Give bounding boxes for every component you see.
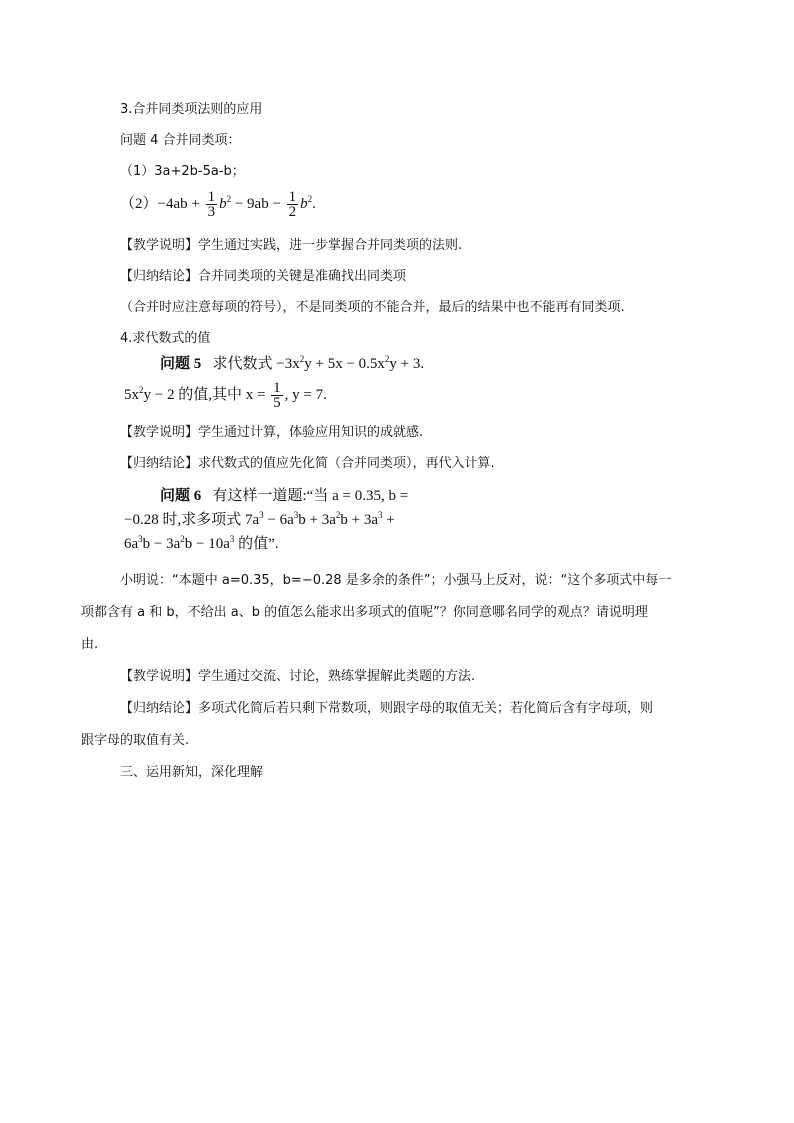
exponent: 3 xyxy=(259,510,264,520)
exponent: 2 xyxy=(384,354,390,364)
summary-2: 【归纳结论】求代数式的值应先化简（合并同类项），再代入计算. xyxy=(120,456,495,471)
exponent: 2 xyxy=(307,194,313,204)
item-2-part-3: − 9ab − xyxy=(231,196,285,212)
question-4-item-1: （1）3a+2b-5a-b； xyxy=(120,164,245,179)
exponent: 2 xyxy=(139,385,144,395)
question-6-line-3 xyxy=(124,535,279,553)
summary-3-continued: 跟字母的取值有关. xyxy=(81,733,190,748)
question-5-text-3: y + 3. xyxy=(389,356,425,372)
item-2-part-2: b xyxy=(219,196,227,212)
summary-1: 【归纳结论】合并同类项的关键是准确找出同类项 xyxy=(120,269,407,284)
exponent: 3 xyxy=(378,510,383,520)
fraction-one-third xyxy=(206,190,218,219)
q6-line-3b: b − 3a xyxy=(142,536,181,552)
exponent: 2 xyxy=(335,510,341,520)
fraction-numerator: 1 xyxy=(273,380,281,397)
section-3-heading: 3.合并同类项法则的应用 xyxy=(120,102,263,117)
question-5-text-2: y + 5x − 0.5x xyxy=(304,356,385,372)
exponent: 3 xyxy=(229,534,235,544)
q6-line-2d: b + 3a xyxy=(340,512,378,528)
question-5-text: 求代数式 −3x xyxy=(212,356,300,372)
item-2-part-4: b xyxy=(300,196,308,212)
exponent: 2 xyxy=(180,534,185,544)
teaching-note-2: 【教学说明】学生通过计算，体验应用知识的成就感. xyxy=(120,425,424,440)
question-5-label: 问题 5 xyxy=(160,356,202,372)
discussion-paragraph-line-2: 项都含有 a 和 b，不给出 a、b 的值怎么能求出多项式的值呢”？你同意哪名同学的观点？请说明理 xyxy=(81,605,648,620)
exponent: 3 xyxy=(138,534,143,544)
question-6-label: 问题 6 xyxy=(160,488,202,504)
section-three-heading: 三、运用新知，深化理解 xyxy=(120,765,264,780)
teaching-note-3: 【教学说明】学生通过交流、讨论，熟练掌握解此类题的方法. xyxy=(120,669,476,684)
q5-line-2c: , y = 7. xyxy=(284,387,327,403)
question-6-line-2 xyxy=(124,511,395,529)
question-6-text-1: 有这样一道题:“当 a = 0.35, b = xyxy=(212,488,409,504)
fraction-denominator: 3 xyxy=(207,204,216,221)
fraction-numerator: 1 xyxy=(288,189,297,206)
section-4-heading: 4.求代数式的值 xyxy=(120,331,211,346)
discussion-paragraph-line-3: 由. xyxy=(81,637,99,652)
fraction-numerator: 1 xyxy=(207,189,216,206)
fraction-one-half xyxy=(287,190,299,219)
q5-line-2a: 5x xyxy=(124,387,139,403)
teaching-note-1: 【教学说明】学生通过实践，进一步掌握合并同类项的法则. xyxy=(120,238,463,253)
question-4-title: 问题 4 合并同类项： xyxy=(120,133,241,148)
fraction-denominator: 2 xyxy=(288,204,297,221)
item-2-prefix: （2） xyxy=(120,196,158,212)
summary-1-continued: （合并时应注意每项的符号），不是同类项的不能合并，最后的结果中也不能再有同类项. xyxy=(120,300,625,315)
item-2-end: . xyxy=(312,196,316,212)
q6-line-3d: 的值”. xyxy=(234,536,279,552)
fraction-one-fifth xyxy=(271,381,283,410)
q6-line-2b: − 6a xyxy=(263,512,294,528)
q6-line-3c: b − 10a xyxy=(184,536,230,552)
summary-3: 【归纳结论】多项式化简后若只剩下常数项，则跟字母的取值无关；若化简后含有字母项，则 xyxy=(120,701,654,716)
question-5-line-1 xyxy=(160,355,424,373)
question-6-line-1 xyxy=(160,487,408,505)
question-4-item-2 xyxy=(120,189,316,219)
q6-line-3a: 6a xyxy=(124,536,139,552)
question-5-line-2 xyxy=(124,380,327,410)
exponent: 3 xyxy=(293,510,299,520)
q6-line-2e: + xyxy=(382,512,395,528)
exponent: 2 xyxy=(226,194,232,204)
fraction-denominator: 5 xyxy=(273,395,281,412)
discussion-paragraph-line-1: 小明说：“本题中 a=0.35，b=−0.28 是多余的条件”；小强马上反对，说：“这个多项式中每一 xyxy=(120,573,672,588)
item-2-part-1: −4ab + xyxy=(157,196,204,212)
exponent: 2 xyxy=(299,354,305,364)
q6-line-2c: b + 3a xyxy=(298,512,336,528)
q6-line-2a: −0.28 时,求多项式 7a xyxy=(124,512,260,528)
q5-line-2b: y − 2 的值,其中 x = xyxy=(143,387,270,403)
